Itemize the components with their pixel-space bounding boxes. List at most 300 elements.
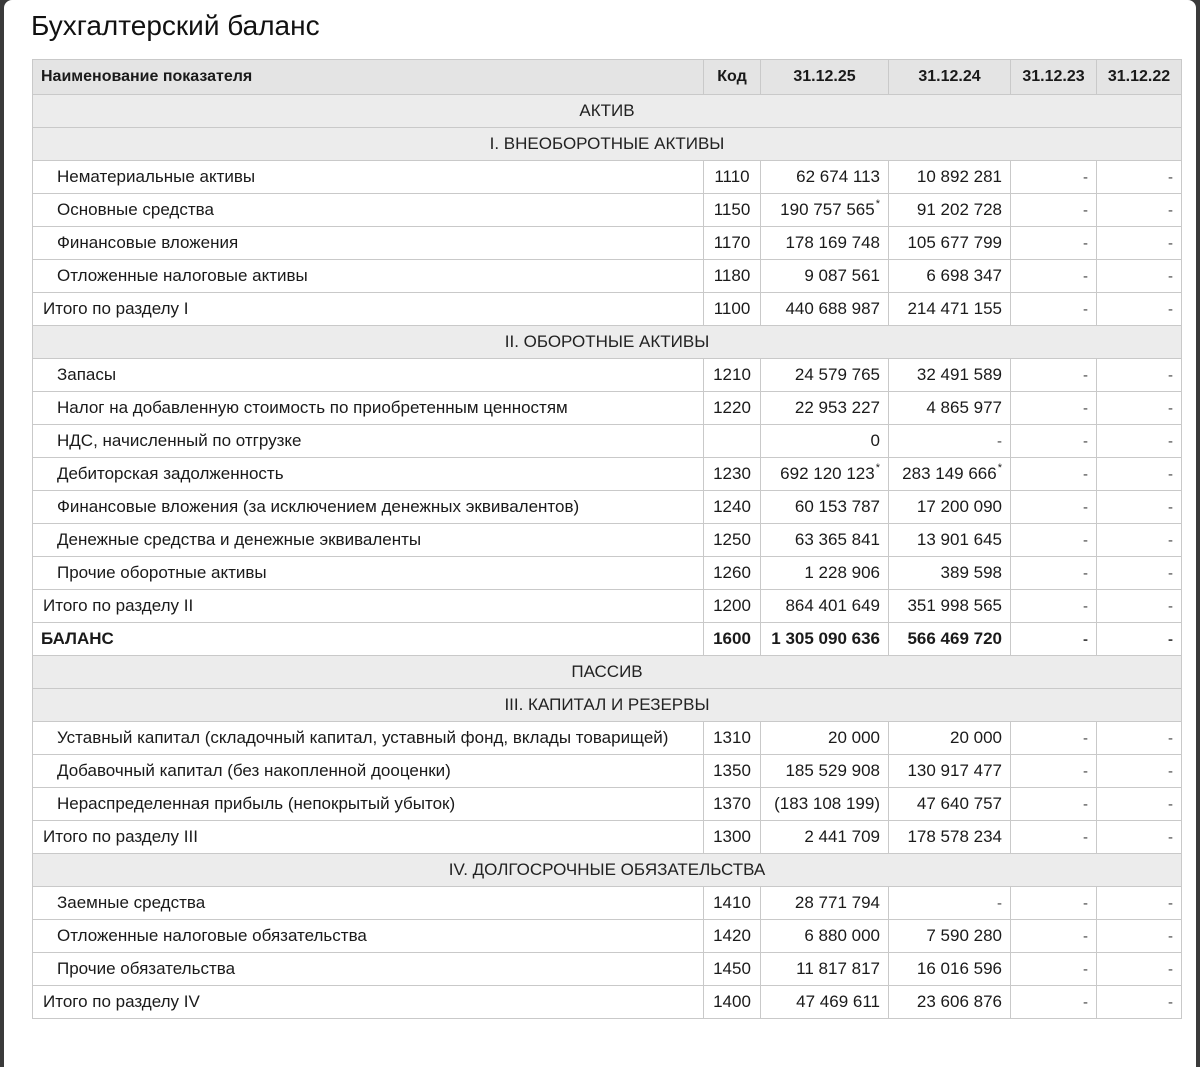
row-value-text: 20 000 — [950, 728, 1002, 747]
row-value — [1011, 260, 1097, 293]
row-value — [1011, 458, 1097, 491]
row-value-text: 11 817 817 — [796, 959, 880, 978]
row-value-text: 63 365 841 — [794, 530, 880, 549]
row-value-text: 32 491 589 — [916, 365, 1002, 384]
table-row — [33, 161, 1182, 194]
row-label-text: Дебиторская задолженность — [57, 464, 284, 483]
balance-sheet-page — [4, 0, 1196, 1067]
row-code-text: 1410 — [713, 893, 751, 912]
row-value — [1011, 722, 1097, 755]
section-title — [33, 656, 1182, 689]
row-value — [761, 524, 889, 557]
row-label — [33, 887, 704, 920]
row-code-text: 1110 — [714, 167, 750, 186]
row-code — [704, 557, 761, 590]
row-value — [889, 722, 1011, 755]
row-value-text: - — [1168, 300, 1173, 318]
row-value-text: 6 880 000 — [804, 926, 880, 945]
section-header-row — [33, 128, 1182, 161]
row-code — [704, 392, 761, 425]
row-code — [704, 590, 761, 623]
row-value — [1097, 953, 1182, 986]
row-value — [889, 557, 1011, 590]
row-value — [761, 161, 889, 194]
row-value-text: 47 469 611 — [796, 992, 880, 1011]
section-header-row — [33, 854, 1182, 887]
row-value-text: - — [1168, 498, 1173, 516]
table-body — [33, 95, 1182, 1019]
row-value-text: - — [1168, 729, 1173, 747]
row-code — [704, 425, 761, 458]
row-value-text: 9 087 561 — [804, 266, 880, 285]
row-value — [761, 293, 889, 326]
row-code — [704, 359, 761, 392]
row-value-text: 185 529 908 — [785, 761, 880, 780]
row-value — [761, 392, 889, 425]
row-value-text: 1 228 906 — [804, 563, 880, 582]
table-row — [33, 260, 1182, 293]
row-code-text: 1600 — [713, 629, 751, 648]
row-label — [33, 557, 704, 590]
column-header-name: Наименование показателя — [33, 60, 704, 95]
row-value-text: - — [1168, 267, 1173, 285]
row-code-text: 1150 — [713, 200, 751, 219]
row-value-text: - — [1168, 828, 1173, 846]
row-value — [761, 986, 889, 1019]
row-value — [1097, 458, 1182, 491]
row-value-text: - — [1168, 795, 1173, 813]
row-label — [33, 821, 704, 854]
row-value — [761, 590, 889, 623]
row-value — [1097, 491, 1182, 524]
row-value-text: 10 892 281 — [916, 167, 1002, 186]
row-label-text: Денежные средства и денежные эквиваленты — [57, 530, 422, 549]
row-label-text: Нематериальные активы — [57, 167, 256, 186]
table-row — [33, 227, 1182, 260]
column-header-period: 31.12.24 — [889, 60, 1011, 95]
row-code — [704, 788, 761, 821]
row-value — [1011, 425, 1097, 458]
row-value-text: 2 441 709 — [804, 827, 880, 846]
row-label — [33, 755, 704, 788]
row-code-text: 1210 — [713, 365, 751, 384]
section-header-row — [33, 689, 1182, 722]
row-value-text: - — [1168, 366, 1173, 384]
row-value-text: - — [1168, 465, 1173, 483]
row-value-text: - — [1083, 960, 1088, 978]
row-label-text: Прочие оборотные активы — [57, 563, 267, 582]
row-label — [33, 722, 704, 755]
row-value-text: - — [997, 432, 1002, 450]
row-label — [33, 194, 704, 227]
column-header-period: 31.12.22 — [1097, 60, 1182, 95]
row-value-text: - — [1168, 399, 1173, 417]
row-value — [889, 392, 1011, 425]
row-value-text: - — [1168, 960, 1173, 978]
section-total-row — [33, 293, 1182, 326]
row-label-text: Финансовые вложения (за исключением денежных эквивалентов) — [57, 497, 580, 516]
row-value — [889, 623, 1011, 656]
section-title — [33, 95, 1182, 128]
row-value-text: 214 471 155 — [907, 299, 1002, 318]
row-value-text: 130 917 477 — [907, 761, 1002, 780]
row-label-text: БАЛАНС — [41, 629, 114, 648]
row-value-text: - — [1083, 795, 1088, 813]
table-row — [33, 359, 1182, 392]
row-code — [704, 953, 761, 986]
row-value — [1097, 788, 1182, 821]
row-value-text: - — [1168, 564, 1173, 582]
row-value-text: 1 305 090 636 — [771, 629, 880, 648]
row-code — [704, 524, 761, 557]
section-title-text: III. КАПИТАЛ И РЕЗЕРВЫ — [504, 695, 710, 714]
section-title-text: АКТИВ — [579, 101, 635, 120]
row-value-text: - — [1168, 762, 1173, 780]
row-value-text: 351 998 565 — [907, 596, 1002, 615]
table-row — [33, 524, 1182, 557]
row-value — [1011, 227, 1097, 260]
row-label — [33, 623, 704, 656]
row-code-text: 1450 — [713, 959, 751, 978]
row-value-text: - — [1083, 234, 1088, 252]
row-value-text: - — [1083, 564, 1088, 582]
row-value — [761, 458, 889, 491]
row-value-text: 283 149 666 — [902, 464, 997, 483]
row-value — [889, 590, 1011, 623]
row-value — [1097, 359, 1182, 392]
row-value — [1097, 524, 1182, 557]
row-value — [1011, 953, 1097, 986]
row-value-text: - — [1083, 729, 1088, 747]
column-header-code: Код — [704, 60, 761, 95]
row-value — [889, 260, 1011, 293]
row-value-text: 389 598 — [940, 563, 1002, 582]
table-row — [33, 788, 1182, 821]
row-code — [704, 887, 761, 920]
row-value-text: - — [1168, 597, 1173, 615]
table-header-row — [33, 60, 1182, 95]
row-value — [1097, 194, 1182, 227]
row-value — [1011, 293, 1097, 326]
section-header-row — [33, 326, 1182, 359]
row-value — [889, 491, 1011, 524]
section-header-row — [33, 95, 1182, 128]
row-code-text: 1400 — [713, 992, 751, 1011]
row-label — [33, 227, 704, 260]
row-code-text: 1170 — [713, 233, 751, 252]
row-label — [33, 392, 704, 425]
row-code — [704, 293, 761, 326]
row-code-text: 1240 — [713, 497, 751, 516]
row-label-text: Добавочный капитал (без накопленной дооценки) — [57, 761, 451, 780]
row-value — [761, 491, 889, 524]
section-title — [33, 854, 1182, 887]
row-value-text: - — [1083, 597, 1088, 615]
footnote-marker: * — [875, 198, 880, 210]
row-value-text: 16 016 596 — [916, 959, 1002, 978]
row-value-text: 47 640 757 — [916, 794, 1002, 813]
row-value-text: - — [1083, 498, 1088, 516]
row-value-text: 864 401 649 — [785, 596, 880, 615]
table-row — [33, 755, 1182, 788]
row-value-text: 60 153 787 — [794, 497, 880, 516]
row-code — [704, 260, 761, 293]
row-value-text: - — [1168, 531, 1173, 549]
row-value-text: 7 590 280 — [926, 926, 1002, 945]
row-value — [889, 821, 1011, 854]
row-code-text: 1100 — [713, 299, 751, 318]
row-value-text: - — [1083, 267, 1088, 285]
row-label-text: Уставный капитал (складочный капитал, уставный фонд, вклады товарищей) — [57, 728, 669, 747]
row-label — [33, 590, 704, 623]
row-value — [761, 260, 889, 293]
row-value — [761, 722, 889, 755]
row-value-text: - — [1083, 300, 1088, 318]
row-code — [704, 920, 761, 953]
row-value — [889, 920, 1011, 953]
row-value — [1011, 986, 1097, 1019]
row-code — [704, 986, 761, 1019]
row-value-text: 17 200 090 — [916, 497, 1002, 516]
row-code — [704, 161, 761, 194]
row-value — [761, 821, 889, 854]
table-row — [33, 953, 1182, 986]
row-value — [761, 920, 889, 953]
row-value — [1097, 392, 1182, 425]
section-title — [33, 326, 1182, 359]
row-label — [33, 359, 704, 392]
row-value-text: 62 674 113 — [796, 167, 880, 186]
row-label-text: Итого по разделу III — [43, 827, 198, 846]
row-value-text: - — [1083, 432, 1088, 450]
row-value — [1011, 590, 1097, 623]
page-title: Бухгалтерский баланс — [31, 10, 320, 41]
row-value — [761, 887, 889, 920]
footnote-marker: * — [875, 462, 880, 474]
row-value — [889, 293, 1011, 326]
row-value-text: 28 771 794 — [794, 893, 880, 912]
row-label-text: Итого по разделу IV — [43, 992, 200, 1011]
row-value — [889, 458, 1011, 491]
table-row — [33, 458, 1182, 491]
row-value-text: 23 606 876 — [916, 992, 1002, 1011]
row-value-text: - — [1083, 531, 1088, 549]
section-title-text: ПАССИВ — [571, 662, 643, 681]
row-code-text: 1200 — [713, 596, 751, 615]
row-value-text: (183 108 199) — [774, 794, 880, 813]
row-value — [1011, 557, 1097, 590]
row-code — [704, 194, 761, 227]
row-value — [1097, 623, 1182, 656]
row-value-text: - — [1168, 993, 1173, 1011]
row-value-text: - — [1083, 168, 1088, 186]
row-code-text: 1180 — [713, 266, 751, 285]
row-value-text: 566 469 720 — [907, 629, 1002, 648]
row-value — [1097, 722, 1182, 755]
row-value-text: 91 202 728 — [916, 200, 1002, 219]
row-value — [1011, 821, 1097, 854]
row-value — [1011, 755, 1097, 788]
row-label — [33, 920, 704, 953]
row-label-text: НДС, начисленный по отгрузке — [57, 431, 302, 450]
row-value — [889, 788, 1011, 821]
row-value — [1011, 920, 1097, 953]
row-code — [704, 623, 761, 656]
table-row — [33, 392, 1182, 425]
row-label-text: Налог на добавленную стоимость по приобретенным ценностям — [57, 398, 568, 417]
row-value-text: 20 000 — [828, 728, 880, 747]
row-value-text: 105 677 799 — [907, 233, 1002, 252]
row-code-text: 1350 — [713, 761, 751, 780]
row-value — [1097, 920, 1182, 953]
table-row — [33, 194, 1182, 227]
row-code — [704, 722, 761, 755]
footnote-marker: * — [997, 462, 1002, 474]
column-header-period: 31.12.23 — [1011, 60, 1097, 95]
row-code-text: 1220 — [713, 398, 751, 417]
row-value — [761, 359, 889, 392]
row-value-text: - — [1083, 762, 1088, 780]
row-label — [33, 986, 704, 1019]
row-value-text: 178 578 234 — [907, 827, 1002, 846]
row-label-text: Итого по разделу I — [43, 299, 189, 318]
row-value-text: - — [1083, 465, 1088, 483]
row-code — [704, 755, 761, 788]
row-value — [889, 524, 1011, 557]
row-value-text: - — [1083, 630, 1088, 648]
row-code — [704, 227, 761, 260]
row-value-text: - — [1168, 432, 1173, 450]
row-value-text: - — [1168, 201, 1173, 219]
row-value — [761, 194, 889, 227]
row-value — [761, 788, 889, 821]
table-row — [33, 425, 1182, 458]
row-code-text: 1300 — [713, 827, 751, 846]
row-value-text: - — [1083, 894, 1088, 912]
row-label-text: Заемные средства — [57, 893, 206, 912]
row-code-text: 1370 — [713, 794, 751, 813]
balance-table — [32, 59, 1182, 1019]
row-value — [761, 755, 889, 788]
row-value-text: 6 698 347 — [926, 266, 1002, 285]
row-code — [704, 491, 761, 524]
table-row — [33, 920, 1182, 953]
row-value-text: - — [997, 894, 1002, 912]
row-value — [889, 194, 1011, 227]
row-value-text: 4 865 977 — [926, 398, 1002, 417]
row-value — [1097, 293, 1182, 326]
table-row — [33, 557, 1182, 590]
section-total-row — [33, 590, 1182, 623]
row-value — [1011, 524, 1097, 557]
section-total-row — [33, 821, 1182, 854]
row-code-text: 1230 — [713, 464, 751, 483]
row-value — [1097, 260, 1182, 293]
row-code-text: 1260 — [713, 563, 751, 582]
row-value — [761, 425, 889, 458]
row-value — [1011, 359, 1097, 392]
row-value — [889, 986, 1011, 1019]
row-label-text: Прочие обязательства — [57, 959, 236, 978]
row-value — [889, 425, 1011, 458]
row-value-text: 24 579 765 — [794, 365, 880, 384]
row-label — [33, 293, 704, 326]
section-title — [33, 689, 1182, 722]
row-label — [33, 260, 704, 293]
row-label-text: Отложенные налоговые обязательства — [57, 926, 367, 945]
row-value-text: - — [1083, 828, 1088, 846]
table-row — [33, 722, 1182, 755]
section-title-text: I. ВНЕОБОРОТНЫЕ АКТИВЫ — [489, 134, 725, 153]
row-value — [1011, 161, 1097, 194]
row-value — [1011, 788, 1097, 821]
row-value — [761, 953, 889, 986]
row-value-text: - — [1083, 201, 1088, 219]
row-value — [761, 557, 889, 590]
row-value — [889, 755, 1011, 788]
row-value-text: - — [1168, 630, 1173, 648]
row-value-text: - — [1168, 234, 1173, 252]
row-label-text: Запасы — [57, 365, 117, 384]
section-title — [33, 128, 1182, 161]
row-value — [1097, 425, 1182, 458]
row-value-text: 13 901 645 — [916, 530, 1002, 549]
row-value — [761, 227, 889, 260]
row-value — [1011, 392, 1097, 425]
section-header-row — [33, 656, 1182, 689]
section-total-row — [33, 986, 1182, 1019]
table-row — [33, 491, 1182, 524]
row-value-text: - — [1168, 894, 1173, 912]
row-code — [704, 458, 761, 491]
row-code — [704, 821, 761, 854]
row-label-text: Отложенные налоговые активы — [57, 266, 308, 285]
row-label-text: Нераспределенная прибыль (непокрытый убыток) — [57, 794, 456, 813]
row-value — [889, 161, 1011, 194]
row-value — [889, 227, 1011, 260]
row-value — [1011, 887, 1097, 920]
column-header-period: 31.12.25 — [761, 60, 889, 95]
row-value-text: 178 169 748 — [785, 233, 880, 252]
row-value — [1097, 986, 1182, 1019]
row-code-text: 1250 — [713, 530, 751, 549]
row-value — [1097, 887, 1182, 920]
row-label — [33, 788, 704, 821]
row-code-text: 1420 — [713, 926, 751, 945]
row-value — [889, 887, 1011, 920]
balance-total-row — [33, 623, 1182, 656]
row-value-text: - — [1168, 168, 1173, 186]
row-value — [1097, 590, 1182, 623]
row-value — [1097, 821, 1182, 854]
row-label — [33, 425, 704, 458]
row-value — [1011, 623, 1097, 656]
row-value — [1097, 755, 1182, 788]
row-label-text: Основные средства — [57, 200, 214, 219]
row-value-text: 22 953 227 — [794, 398, 880, 417]
row-code-text: 1310 — [713, 728, 751, 747]
row-value — [1097, 557, 1182, 590]
row-value — [889, 953, 1011, 986]
row-label — [33, 491, 704, 524]
row-value — [1097, 161, 1182, 194]
table-row — [33, 887, 1182, 920]
row-value-text: 190 757 565 — [780, 200, 875, 219]
section-title-text: IV. ДОЛГОСРОЧНЫЕ ОБЯЗАТЕЛЬСТВА — [448, 860, 766, 879]
row-label — [33, 524, 704, 557]
row-value-text: 0 — [870, 431, 880, 450]
section-title-text: II. ОБОРОТНЫЕ АКТИВЫ — [504, 332, 710, 351]
